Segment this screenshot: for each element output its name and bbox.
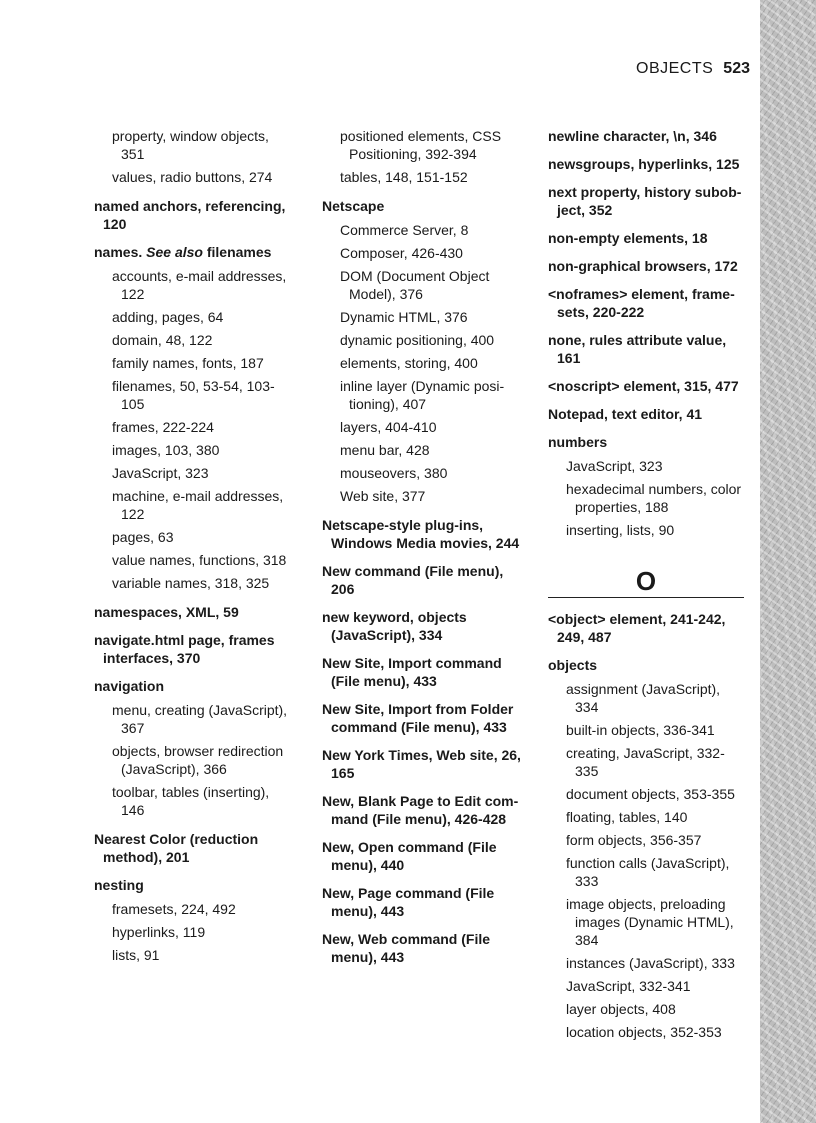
index-entry: non-empty elements, 18 — [548, 230, 708, 246]
index-subentry: layer objects, 408 — [566, 1001, 676, 1017]
index-entry: objects — [548, 657, 598, 673]
index-column-3 — [548, 127, 744, 1046]
index-subentry: function calls (JavaScript), 333 — [566, 855, 730, 889]
index-subentry: image objects, preloading images (Dynamic HTML), 384 — [566, 896, 734, 948]
index-entry: navigation — [94, 678, 165, 694]
index-subentry: property, window objects, 351 — [112, 128, 269, 162]
index-entry: none, rules attribute value, 161 — [548, 332, 727, 366]
index-entry: New, Blank Page to Edit com-mand (File menu), 426-428 — [322, 793, 519, 827]
index-subentry: menu bar, 428 — [340, 442, 430, 458]
index-subentry: floating, tables, 140 — [566, 809, 688, 825]
index-subentry: Commerce Server, 8 — [340, 222, 469, 238]
index-subentry: filenames, 50, 53-54, 103-105 — [112, 378, 275, 412]
index-entry — [94, 243, 294, 261]
index-subentry: lists, 91 — [112, 947, 160, 963]
index-entry: <noscript> element, 315, 477 — [548, 378, 739, 394]
index-subentry: inserting, lists, 90 — [566, 522, 675, 538]
section-letter-heading: O — [548, 567, 744, 598]
index-subentry: elements, storing, 400 — [340, 355, 478, 371]
index-subentry: built-in objects, 336-341 — [566, 722, 715, 738]
running-header — [600, 60, 750, 80]
index-entry: numbers — [548, 434, 608, 450]
index-subentry: layers, 404-410 — [340, 419, 437, 435]
entry-text: names. — [94, 244, 147, 260]
index-entry: Netscape-style plug-ins, Windows Media movies, 244 — [322, 517, 520, 551]
index-subentry: objects, browser redirection (JavaScript), 366 — [112, 743, 284, 777]
index-subentry: menu, creating (JavaScript), 367 — [112, 702, 288, 736]
index-subentry: machine, e-mail addresses, 122 — [112, 488, 284, 522]
index-subentry: accounts, e-mail addresses, 122 — [112, 268, 287, 302]
index-entry: Netscape — [322, 198, 385, 214]
index-entry: newsgroups, hyperlinks, 125 — [548, 156, 740, 172]
index-entry: namespaces, XML, 59 — [94, 604, 239, 620]
see-also-text: See also — [146, 244, 203, 260]
index-subentry: tables, 148, 151-152 — [340, 169, 468, 185]
index-subentry: images, 103, 380 — [112, 442, 220, 458]
index-subentry: pages, 63 — [112, 529, 174, 545]
index-subentry: inline layer (Dynamic posi-tioning), 407 — [340, 378, 505, 412]
index-subentry: adding, pages, 64 — [112, 309, 224, 325]
index-entry: Notepad, text editor, 41 — [548, 406, 703, 422]
index-entry: navigate.html page, frames interfaces, 370 — [94, 632, 275, 666]
index-subentry: positioned elements, CSS Positioning, 392-394 — [340, 128, 502, 162]
index-subentry: dynamic positioning, 400 — [340, 332, 495, 348]
index-entry: non-graphical browsers, 172 — [548, 258, 738, 274]
index-entry: next property, history subob-ject, 352 — [548, 184, 742, 218]
index-entry: New Site, Import command (File menu), 433 — [322, 655, 502, 689]
index-column-1 — [94, 127, 294, 969]
index-subentry: JavaScript, 323 — [566, 458, 663, 474]
index-subentry: location objects, 352-353 — [566, 1024, 722, 1040]
entry-text: filenames — [202, 244, 272, 260]
index-subentry: DOM (Document Object Model), 376 — [340, 268, 490, 302]
index-entry: New, Web command (File menu), 443 — [322, 931, 491, 965]
index-subentry: instances (JavaScript), 333 — [566, 955, 735, 971]
index-subentry: values, radio buttons, 274 — [112, 169, 273, 185]
index-subentry: variable names, 318, 325 — [112, 575, 270, 591]
index-subentry: JavaScript, 332-341 — [566, 978, 691, 994]
index-subentry: value names, functions, 318 — [112, 552, 287, 568]
index-subentry: Dynamic HTML, 376 — [340, 309, 468, 325]
index-subentry: JavaScript, 323 — [112, 465, 209, 481]
index-subentry: toolbar, tables (inserting), 146 — [112, 784, 270, 818]
index-subentry: hyperlinks, 119 — [112, 924, 206, 940]
page-number: 523 — [723, 60, 750, 77]
index-entry: nesting — [94, 877, 144, 893]
index-entry: New York Times, Web site, 26, 165 — [322, 747, 521, 781]
index-subentry: framesets, 224, 492 — [112, 901, 236, 917]
header-title: OBJECTS — [636, 60, 714, 77]
index-subentry: assignment (JavaScript), 334 — [566, 681, 721, 715]
index-entry: New, Open command (File menu), 440 — [322, 839, 497, 873]
index-entry: New, Page command (File menu), 443 — [322, 885, 495, 919]
index-column-2 — [322, 127, 527, 976]
index-entry: New Site, Import from Folder command (File menu), 433 — [322, 701, 514, 735]
index-subentry: creating, JavaScript, 332-335 — [566, 745, 725, 779]
index-subentry: Web site, 377 — [340, 488, 426, 504]
index-entry: New command (File menu), 206 — [322, 563, 504, 597]
index-subentry: hexadecimal numbers, color properties, 188 — [566, 481, 742, 515]
index-entry: Nearest Color (reduction method), 201 — [94, 831, 259, 865]
index-subentry: mouseovers, 380 — [340, 465, 448, 481]
page-edge-texture — [760, 0, 816, 1123]
index-subentry: domain, 48, 122 — [112, 332, 213, 348]
index-entry: <object> element, 241-242, 249, 487 — [548, 611, 726, 645]
index-subentry: frames, 222-224 — [112, 419, 214, 435]
index-entry: <noframes> element, frame-sets, 220-222 — [548, 286, 735, 320]
index-entry: new keyword, objects (JavaScript), 334 — [322, 609, 467, 643]
index-entry: named anchors, referencing, 120 — [94, 198, 286, 232]
index-entry: newline character, \n, 346 — [548, 128, 717, 144]
index-subentry: form objects, 356-357 — [566, 832, 702, 848]
index-subentry: family names, fonts, 187 — [112, 355, 264, 371]
index-subentry: Composer, 426-430 — [340, 245, 463, 261]
index-subentry: document objects, 353-355 — [566, 786, 735, 802]
